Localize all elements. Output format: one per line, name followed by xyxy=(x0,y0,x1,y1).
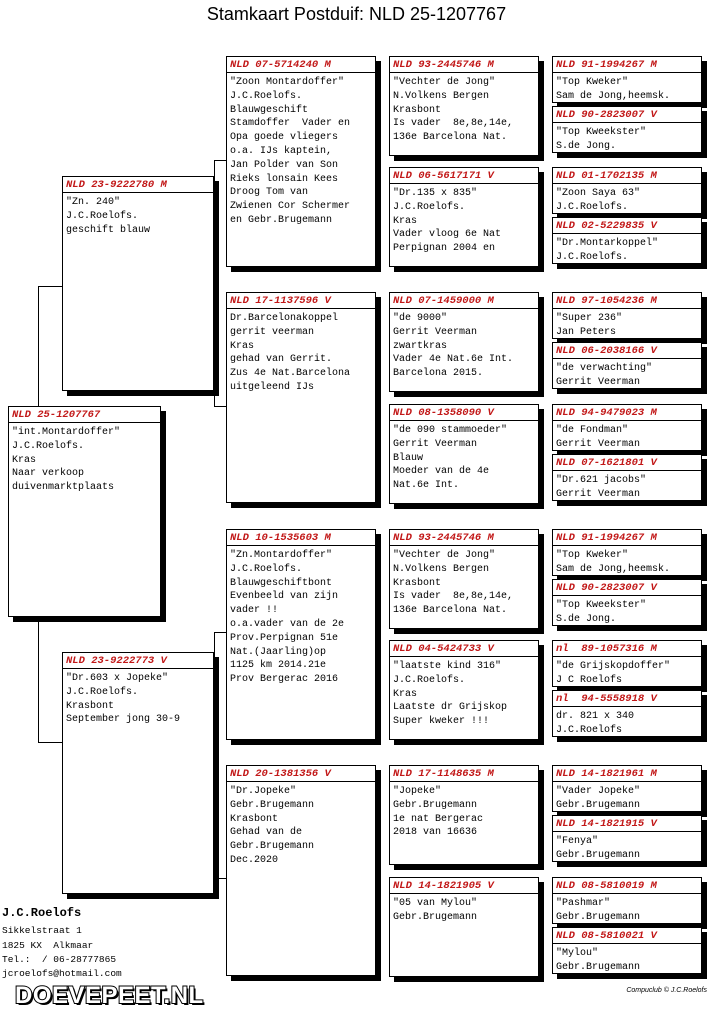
card-line: Droog Tom van xyxy=(230,187,309,199)
card-line: J.C.Roelofs. xyxy=(393,201,466,213)
card-line: 1125 km 2014.21e xyxy=(230,660,327,672)
card-line: N.Volkens Bergen xyxy=(393,90,490,102)
owner-city: 1825 KX Alkmaar xyxy=(2,940,94,951)
card-line: "Dr.603 x Jopeke" xyxy=(66,673,169,684)
card-line: "Zoon Saya 63" xyxy=(556,188,641,199)
card-line: Gebr.Brugemann xyxy=(556,911,641,923)
card-line: Gebr.Brugemann xyxy=(556,849,641,861)
ring-number: NLD 97-1054236 M xyxy=(553,295,701,309)
ring-number: NLD 23-9222780 M xyxy=(63,179,213,193)
ring-number: NLD 14-1821961 M xyxy=(553,768,701,782)
card-line: "Dr.621 jacobs" xyxy=(556,475,647,486)
card-line: "de verwachting" xyxy=(556,363,653,374)
card-line: "Vechter de Jong" xyxy=(393,550,496,561)
card-line: J.C.Roelofs xyxy=(556,724,623,736)
owner-street: Sikkelstraat 1 xyxy=(2,925,82,936)
card-line: Prov Bergerac 2016 xyxy=(230,674,339,686)
card-line: Krasbont xyxy=(393,104,442,116)
pigeon-card-great-grandparent xyxy=(389,404,539,504)
ring-number: NLD 93-2445746 M xyxy=(390,532,538,546)
card-line: Gerrit Veerman xyxy=(556,438,641,450)
card-line: Blauwgeschiftbont xyxy=(230,577,333,589)
connector-line xyxy=(214,160,226,161)
ring-number: NLD 20-1381356 V xyxy=(227,768,375,782)
pigeon-card-great-grandparent xyxy=(389,765,539,865)
card-line: J.C.Roelofs. xyxy=(393,674,466,686)
card-line: "Top Kweekster" xyxy=(556,127,647,138)
card-line: J.C.Roelofs. xyxy=(12,440,85,452)
card-line: "Vechter de Jong" xyxy=(393,77,496,88)
owner-email: jcroelofs@hotmail.com xyxy=(2,968,122,979)
pigeon-card-great-grandparent xyxy=(389,877,539,977)
ring-number: NLD 02-5229835 V xyxy=(553,220,701,234)
card-line: Rieks lonsain Kees xyxy=(230,173,339,185)
pigeon-card-subject xyxy=(8,406,161,617)
card-line: Kras xyxy=(393,215,418,227)
ring-number: NLD 07-1459000 M xyxy=(390,295,538,309)
card-line: "Jopeke" xyxy=(393,786,442,797)
pigeon-card-g4 xyxy=(552,690,702,737)
pigeon-card-g4 xyxy=(552,292,702,339)
owner-name: J.C.Roelofs xyxy=(2,906,82,920)
card-line: Zwienen Cor Schermer xyxy=(230,201,351,213)
card-line: Gebr.Brugemann xyxy=(556,799,641,811)
ring-number: NLD 94-9479023 M xyxy=(553,407,701,421)
ring-number: NLD 10-1535603 M xyxy=(227,532,375,546)
card-line: Kras xyxy=(230,340,255,352)
pigeon-card-grandparent xyxy=(226,292,376,503)
card-line: geschift blauw xyxy=(66,224,151,236)
card-line: Prov.Perpignan 51e xyxy=(230,632,339,644)
card-line: S.de Jong. xyxy=(556,140,617,152)
card-line: S.de Jong. xyxy=(556,613,617,625)
ring-number: NLD 04-5424733 V xyxy=(390,643,538,657)
card-line: "de 9000" xyxy=(393,313,448,324)
card-line: Blauw xyxy=(393,452,424,464)
card-line: Dec.2020 xyxy=(230,854,279,866)
pigeon-card-grandparent xyxy=(226,56,376,267)
pigeon-card-g4 xyxy=(552,404,702,451)
ring-number: nl 89-1057316 M xyxy=(553,643,701,657)
card-line: vader !! xyxy=(230,605,279,617)
card-line: Gebr.Brugemann xyxy=(556,961,641,973)
card-line: Gebr.Brugemann xyxy=(230,841,315,853)
card-line: J.C.Roelofs. xyxy=(66,210,139,222)
card-line: "Top Kweker" xyxy=(556,77,629,88)
card-line: Gebr.Brugemann xyxy=(230,799,315,811)
card-line: J C Roelofs xyxy=(556,674,623,686)
card-line: en Gebr.Brugemann xyxy=(230,214,333,226)
ring-number: NLD 06-5617171 V xyxy=(390,170,538,184)
card-line: N.Volkens Bergen xyxy=(393,563,490,575)
card-line: Krasbont xyxy=(393,577,442,589)
pigeon-card-g4 xyxy=(552,217,702,264)
pigeon-card-grandparent xyxy=(226,529,376,740)
card-line: Is vader 8e,8e,14e, xyxy=(393,591,514,603)
card-line: 1e nat Bergerac xyxy=(393,813,484,825)
ring-number: NLD 17-1148635 M xyxy=(390,768,538,782)
card-line: "de Grijskopdoffer" xyxy=(556,661,671,672)
card-line: Gerrit Veerman xyxy=(556,488,641,500)
pigeon-card-great-grandparent xyxy=(389,56,539,156)
card-line: Nat.(Jaarling)op xyxy=(230,646,327,658)
connector-line xyxy=(214,632,226,633)
card-line: J.C.Roelofs. xyxy=(556,251,629,263)
card-line: Gebr.Brugemann xyxy=(393,911,478,923)
card-line: Opa goede vliegers xyxy=(230,132,339,144)
card-line: Dr.Barcelonakoppel xyxy=(230,313,339,324)
card-line: "de 090 stammoeder" xyxy=(393,425,508,436)
ring-number: NLD 91-1994267 M xyxy=(553,59,701,73)
pigeon-card-great-grandparent xyxy=(389,529,539,629)
card-line: "Zn.Montardoffer" xyxy=(230,550,333,561)
pigeon-card-g4 xyxy=(552,106,702,153)
pigeon-card-g4 xyxy=(552,765,702,812)
card-line: J.C.Roelofs. xyxy=(230,90,303,102)
page-title: Stamkaart Postduif: NLD 25-1207767 xyxy=(206,4,507,24)
card-line: Perpignan 2004 en xyxy=(393,243,496,255)
pigeon-card-g4 xyxy=(552,815,702,862)
card-line: Jan Peters xyxy=(556,326,617,338)
card-line: "Pashmar" xyxy=(556,898,611,909)
footer-credit: Compuclub © J.C.Roelofs xyxy=(626,987,707,994)
card-line: "05 van Mylou" xyxy=(393,898,478,909)
card-line: Blauwgeschift xyxy=(230,104,309,116)
card-line: Gebr.Brugemann xyxy=(393,799,478,811)
pigeon-card-great-grandparent xyxy=(389,292,539,392)
card-line: September jong 30-9 xyxy=(66,714,181,726)
card-line: Gehad van de xyxy=(230,827,303,839)
card-line: Krasbont xyxy=(230,813,279,825)
card-line: Vader vloog 6e Nat xyxy=(393,229,502,241)
ring-number: nl 94-5558918 V xyxy=(553,693,701,707)
card-line: Stamdoffer Vader en xyxy=(230,118,351,130)
card-line: Nat.6e Int. xyxy=(393,480,460,492)
card-line: Gerrit Veerman xyxy=(393,438,478,450)
ring-number: NLD 07-1621801 V xyxy=(553,457,701,471)
card-line: "int.Montardoffer" xyxy=(12,427,121,438)
pigeon-card-great-grandparent xyxy=(389,640,539,740)
watermark-logo: DOEVEPEET.NL xyxy=(15,982,204,1009)
ring-number: NLD 90-2823007 V xyxy=(553,582,701,596)
connector-line xyxy=(214,632,215,878)
card-line: "Top Kweekster" xyxy=(556,600,647,611)
connector-line xyxy=(38,742,62,743)
ring-number: NLD 93-2445746 M xyxy=(390,59,538,73)
card-line: Kras xyxy=(12,454,37,466)
card-line: Is vader 8e,8e,14e, xyxy=(393,118,514,130)
card-line: 136e Barcelona Nat. xyxy=(393,605,508,617)
card-line: Moeder van de 4e xyxy=(393,466,490,478)
connector-line xyxy=(214,878,226,879)
card-line: J.C.Roelofs. xyxy=(556,201,629,213)
card-line: Barcelona 2015. xyxy=(393,368,484,380)
card-line: Sam de Jong,heemsk. xyxy=(556,90,671,102)
pigeon-card-g4 xyxy=(552,167,702,214)
card-line: "Fenya" xyxy=(556,836,599,847)
pigeon-card-g4 xyxy=(552,927,702,974)
ring-number: NLD 14-1821905 V xyxy=(390,880,538,894)
pigeon-card-g4 xyxy=(552,56,702,103)
card-line: "Dr.Jopeke" xyxy=(230,786,297,797)
card-line: "Dr.135 x 835" xyxy=(393,188,478,199)
card-line: o.a. IJs kaptein, xyxy=(230,145,333,157)
card-line: Kras xyxy=(393,688,418,700)
card-line: uitgeleend IJs xyxy=(230,381,315,393)
card-line: Krasbont xyxy=(66,700,115,712)
card-line: "Top Kweker" xyxy=(556,550,629,561)
pigeon-card-g4 xyxy=(552,877,702,924)
card-line: Naar verkoop xyxy=(12,468,85,480)
pigeon-card-g4 xyxy=(552,579,702,626)
card-line: Zus 4e Nat.Barcelona xyxy=(230,368,351,380)
card-line: Gerrit Veerman xyxy=(556,376,641,388)
card-line: "Zoon Montardoffer" xyxy=(230,77,345,88)
pigeon-card-mother xyxy=(62,652,214,894)
ring-number: NLD 06-2038166 V xyxy=(553,345,701,359)
card-line: Sam de Jong,heemsk. xyxy=(556,563,671,575)
ring-number: NLD 25-1207767 xyxy=(9,409,160,423)
card-line: Vader 4e Nat.6e Int. xyxy=(393,354,514,366)
ring-number: NLD 23-9222773 V xyxy=(63,655,213,669)
ring-number: NLD 07-5714240 M xyxy=(227,59,375,73)
ring-number: NLD 08-5810019 M xyxy=(553,880,701,894)
pigeon-card-g4 xyxy=(552,342,702,389)
ring-number: NLD 01-1702135 M xyxy=(553,170,701,184)
card-line: duivenmarktplaats xyxy=(12,482,115,494)
card-line: Evenbeeld van zijn xyxy=(230,591,339,603)
card-line: "Dr.Montarkoppel" xyxy=(556,238,659,249)
card-line: o.a.vader van de 2e xyxy=(230,618,345,630)
card-line: J.C.Roelofs. xyxy=(66,686,139,698)
card-line: gehad van Gerrit. xyxy=(230,354,333,366)
connector-line xyxy=(214,160,215,406)
pigeon-card-g4 xyxy=(552,529,702,576)
card-line: "de Fondman" xyxy=(556,425,629,436)
ring-number: NLD 14-1821915 V xyxy=(553,818,701,832)
card-line: Jan Polder van Son xyxy=(230,159,339,171)
card-line: "Zn. 240" xyxy=(66,197,121,208)
card-line: "Vader Jopeke" xyxy=(556,786,641,797)
ring-number: NLD 91-1994267 M xyxy=(553,532,701,546)
pigeon-card-grandparent xyxy=(226,765,376,976)
card-line: Gerrit Veerman xyxy=(393,326,478,338)
card-line: zwartkras xyxy=(393,340,448,352)
connector-line xyxy=(38,286,62,287)
card-line: "Super 236" xyxy=(556,313,623,324)
ring-number: NLD 90-2823007 V xyxy=(553,109,701,123)
pigeon-card-father xyxy=(62,176,214,391)
card-line: Laatste dr Grijskop xyxy=(393,702,508,714)
pigeon-card-great-grandparent xyxy=(389,167,539,267)
card-line: "Mylou" xyxy=(556,948,599,959)
card-line: J.C.Roelofs. xyxy=(230,563,303,575)
card-line: dr. 821 x 340 xyxy=(556,711,635,722)
card-line: gerrit veerman xyxy=(230,326,315,338)
card-line: 2018 van 16636 xyxy=(393,827,478,839)
connector-line xyxy=(214,406,226,407)
pigeon-card-g4 xyxy=(552,454,702,501)
card-line: "laatste kind 316" xyxy=(393,661,502,672)
card-line: Super kweker !!! xyxy=(393,716,490,728)
ring-number: NLD 08-5810021 V xyxy=(553,930,701,944)
card-line: 136e Barcelona Nat. xyxy=(393,132,508,144)
owner-phone: Tel.: / 06-28777865 xyxy=(2,954,117,965)
ring-number: NLD 17-1137596 V xyxy=(227,295,375,309)
ring-number: NLD 08-1358090 V xyxy=(390,407,538,421)
pigeon-card-g4 xyxy=(552,640,702,687)
